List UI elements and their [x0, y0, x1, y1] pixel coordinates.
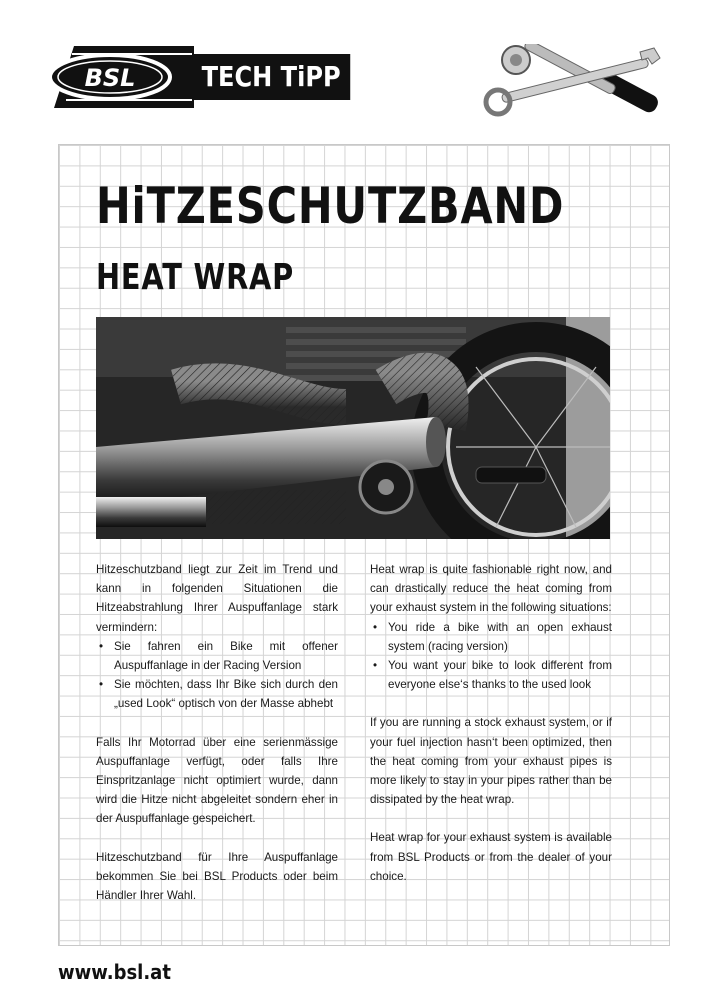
- bsl-logo: [44, 44, 194, 110]
- english-bullet-list: [370, 618, 612, 695]
- header: [44, 44, 350, 110]
- german-paragraph-2: Falls Ihr Motorrad über eine serienmässige Auspuffanlage verfügt, oder falls Ihre Einspritzanlage nicht optimiert wurde, dann wird die Hitze nicht abgeleitet sondern eher in der Auspuffanlage gespeichert.: [96, 735, 338, 826]
- tech-tipp-label: TECH TiPP: [192, 54, 350, 100]
- german-column: [96, 560, 338, 905]
- svg-text:BSL: BSL: [84, 64, 136, 92]
- german-intro: Hitzeschutzband liegt zur Zeit im Trend und kann in folgenden Situationen die Hitzeabstrahlung Ihrer Auspuffanlage stark vermindern:: [96, 563, 338, 634]
- english-bullet: • You ride a bike with an open exhaust system (racing version): [370, 618, 612, 656]
- website-link[interactable]: www.bsl.at: [58, 960, 171, 984]
- english-bullet: • You want your bike to look different from everyone else‘s thanks to the used look: [370, 656, 612, 694]
- german-bullet-list: [96, 637, 338, 714]
- page-subtitle: HEAT WRAP: [96, 257, 295, 298]
- english-paragraph-2: If you are running a stock exhaust system, or if your fuel injection hasn‘t been optimized, then the heat coming from your exhaust pipes is more likely to stay in your pipes rather than be dissipated by the heat wrap.: [370, 716, 612, 807]
- german-paragraph-3: Hitzeschutzband für Ihre Auspuffanlage bekommen Sie bei BSL Products oder beim Händler Ihrer Wahl.: [96, 850, 338, 903]
- english-intro: Heat wrap is quite fashionable right now, and can drastically reduce the heat coming from your exhaust system in the following situations:: [370, 563, 612, 615]
- page-title: HiTZESCHUTZBAND: [96, 177, 565, 235]
- german-bullet: • Sie fahren ein Bike mit offener Auspuffanlage in der Racing Version: [96, 637, 338, 675]
- german-bullet: • Sie möchten, dass Ihr Bike sich durch den „used Look“ optisch von der Masse abhebt: [96, 675, 338, 713]
- english-paragraph-3: Heat wrap for your exhaust system is available from BSL Products or from the dealer of your choice.: [370, 831, 612, 883]
- motorcycle-photo: [96, 317, 610, 539]
- english-column: [370, 560, 612, 886]
- wrench-ratchet-icon: [480, 44, 670, 124]
